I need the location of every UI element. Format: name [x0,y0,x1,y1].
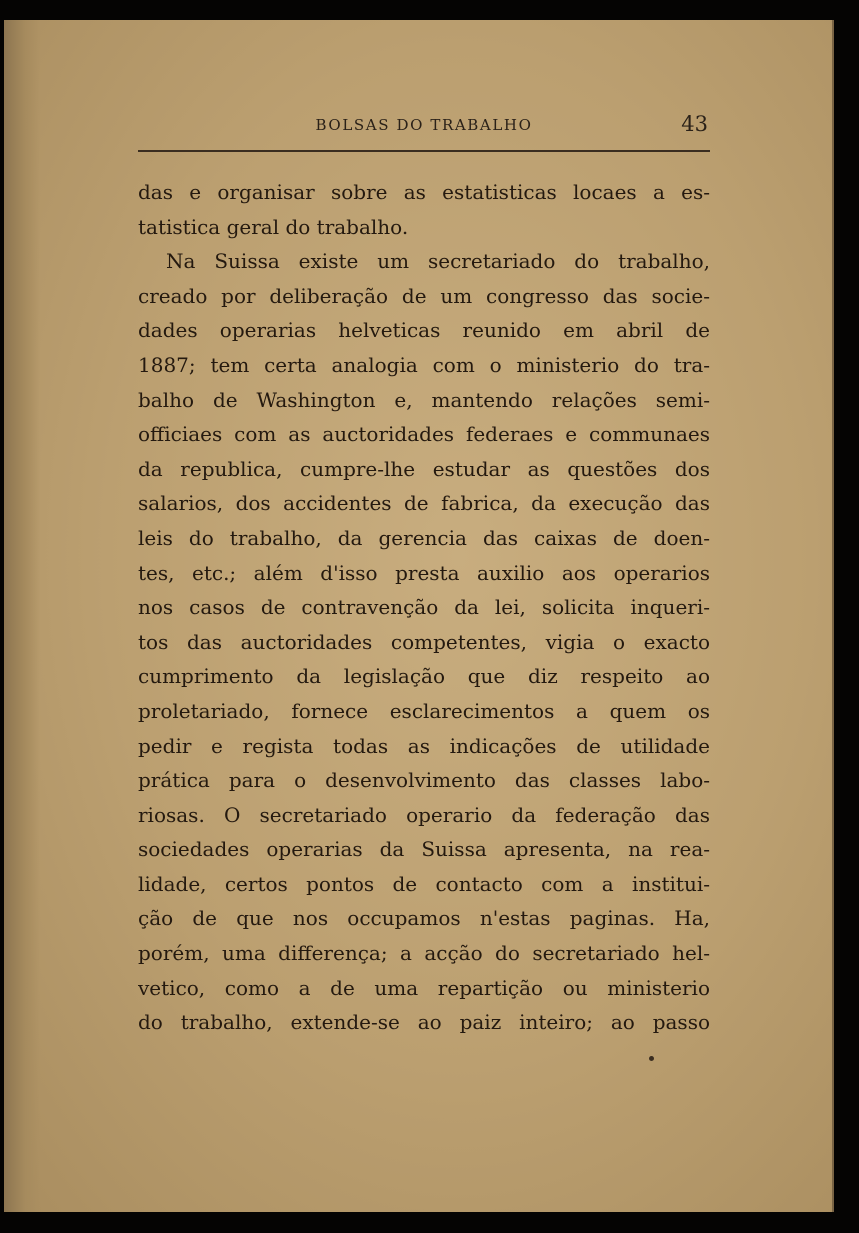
header-rule [138,150,710,152]
text-line: officiaes com as auctoridades federaes e communaes [138,422,710,447]
text-line: riosas. O secretariado operario da federação das [138,802,710,827]
text-line: nos casos de contravenção da lei, solicita inqueri- [138,595,710,620]
text-line: ção de que nos occupamos n'estas paginas. Ha, [138,906,710,931]
text-line: Na Suissa existe um secretariado do trabalho, [166,249,710,274]
text-line: lidade, certos pontos de contacto com a institui- [138,871,710,896]
ink-speck [649,1056,654,1061]
text-line: balho de Washington e, mantendo relações semi- [138,387,710,412]
text-line: do trabalho, extende-se ao paiz inteiro; ao passo [138,1010,710,1035]
text-line: cumprimento da legislação que diz respeito ao [138,664,710,689]
text-line: 1887; tem certa analogia com o ministerio do tra- [138,352,710,377]
text-line: tes, etc.; além d'isso presta auxilio aos operarios [138,560,710,585]
text-line: creado por deliberação de um congresso das socie- [138,283,710,308]
text-line: prática para o desenvolvimento das classes labo- [138,768,710,793]
text-line: pedir e regista todas as indicações de utilidade [138,733,710,758]
text-line: proletariado, fornece esclarecimentos a quem os [138,698,710,723]
text-line: leis do trabalho, da gerencia das caixas de doen- [138,525,710,550]
page-number: 43 [681,112,708,136]
running-title: BOLSAS DO TRABALHO [315,116,533,134]
text-line: sociedades operarias da Suissa apresenta, na rea- [138,837,710,862]
text-line: dades operarias helveticas reunido em abril de [138,318,710,343]
text-line: vetico, como a de uma repartição ou ministerio [138,975,710,1000]
page-spine-shadow [4,20,40,1212]
text-line: tatistica geral do trabalho. [138,214,409,239]
text-line: tos das auctoridades competentes, vigia o exacto [138,629,710,654]
text-line: da republica, cumpre-lhe estudar as questões dos [138,456,710,481]
body-text [138,175,710,1040]
text-line: das e organisar sobre as estatisticas locaes a es- [138,180,710,204]
text-line: porém, uma differença; a acção do secretariado hel- [138,941,710,966]
running-head [138,112,710,140]
text-line: salarios, dos accidentes de fabrica, da execução das [138,491,710,516]
